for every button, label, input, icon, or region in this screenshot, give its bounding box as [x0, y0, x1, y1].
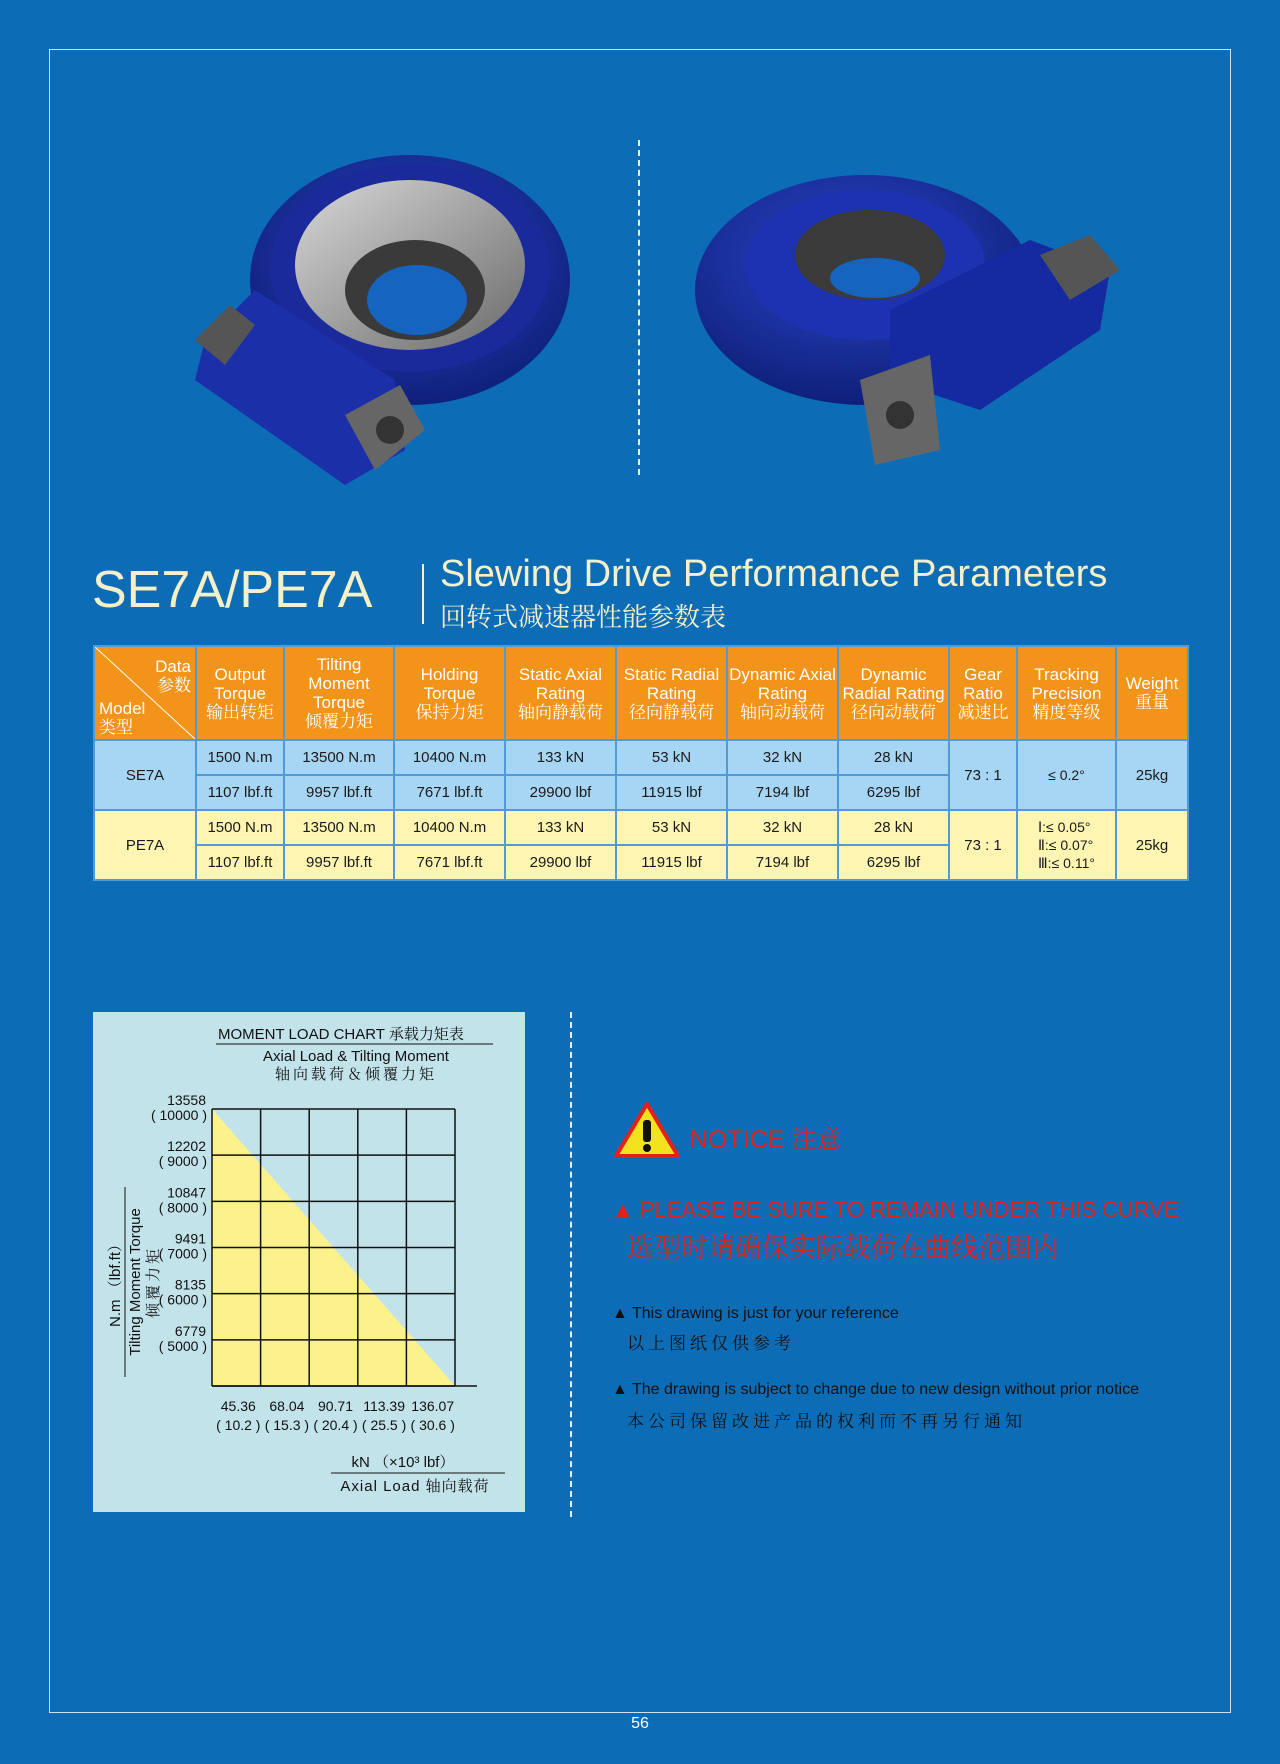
header-holding-torque: Holding Torque 保持力矩	[394, 646, 505, 740]
table-cell: 29900 lbf	[505, 845, 616, 880]
x-tick-label: 136.07	[411, 1398, 455, 1414]
table-cell: 1500 N.m	[196, 810, 284, 845]
y-tick-label-sub: ( 8000 )	[158, 1199, 207, 1216]
header-output-torque: Output Torque 输出转矩	[196, 646, 284, 740]
y-tick-label: 9491	[174, 1230, 206, 1247]
y-tick-label-sub: ( 9000 )	[158, 1153, 207, 1170]
table-cell: 9957 lbf.ft	[284, 845, 394, 880]
header-dynamic-axial: Dynamic Axial Rating 轴向动载荷	[727, 646, 838, 740]
corner-cell	[94, 646, 196, 740]
title-chinese: 回转式减速器性能参数表	[440, 602, 727, 632]
model-cell: PE7A	[94, 810, 196, 880]
header-weight: Weight 重量	[1116, 646, 1188, 740]
header-tilting-moment: Tilting Moment Torque 倾覆力矩	[284, 646, 394, 740]
table-header-row	[94, 646, 1188, 740]
header-static-axial: Static Axial Rating 轴向静载荷	[505, 646, 616, 740]
x-tick-label-sub: ( 15.3 )	[264, 1417, 310, 1433]
x-tick-label: 113.39	[363, 1398, 405, 1414]
notice-title: NOTICE 注意	[690, 1126, 842, 1154]
table-cell: 6295 lbf	[838, 845, 949, 880]
chart-divider	[570, 1012, 572, 1517]
y-tick-label: 12202	[167, 1138, 206, 1155]
y-tick-label: 10847	[167, 1184, 206, 1201]
table-cell: 7671 lbf.ft	[394, 845, 505, 880]
y-tick-label-sub: ( 5000 )	[158, 1337, 207, 1354]
table-cell: 13500 N.m	[284, 810, 394, 845]
y-tick-label-sub: ( 10000 )	[150, 1107, 207, 1123]
table-cell: 133 kN	[505, 810, 616, 845]
table-cell: 53 kN	[616, 810, 727, 845]
weight-cell: 25kg	[1116, 740, 1188, 810]
x-axis-label: Axial Load 轴向载荷	[340, 1478, 490, 1495]
table-cell: 11915 lbf	[616, 845, 727, 880]
x-tick-label: 45.36	[220, 1398, 256, 1414]
gear-ratio-cell: 73 : 1	[949, 740, 1017, 810]
plot-area	[151, 1092, 477, 1433]
y-axis-unit: N.m （lbf.ft）	[107, 1236, 124, 1328]
slewing-drive-image-left	[195, 150, 585, 490]
table-cell: 9957 lbf.ft	[284, 775, 394, 810]
header-gear-ratio: Gear Ratio 减速比	[949, 646, 1017, 740]
y-tick-label-sub: ( 7000 )	[158, 1245, 207, 1262]
y-tick-label: 8135	[174, 1276, 206, 1293]
model-title: SE7A/PE7A	[92, 561, 373, 619]
x-tick-label-sub: ( 25.5 )	[361, 1417, 407, 1433]
x-tick-label: 68.04	[269, 1398, 305, 1414]
table-cell: 1107 lbf.ft	[196, 775, 284, 810]
corner-data-en: Data	[155, 657, 191, 676]
title-english: Slewing Drive Performance Parameters	[440, 553, 1108, 595]
table-cell: 6295 lbf	[838, 775, 949, 810]
x-tick-label: 90.71	[317, 1398, 354, 1414]
gear-ratio-cell: 73 : 1	[949, 810, 1017, 880]
warning-text-en: ▲ PLEASE BE SURE TO REMAIN UNDER THIS CURVE	[612, 1197, 1179, 1222]
page-number: 56	[631, 1715, 649, 1732]
warning-text-cn: 选型时请确保实际载荷在曲线范围内	[627, 1233, 1059, 1263]
note-reference-cn: 以上图纸仅供参考	[627, 1334, 795, 1353]
x-axis-unit: kN （×10³ lbf）	[351, 1454, 455, 1471]
weight-cell: 25kg	[1116, 810, 1188, 880]
table-cell: 10400 N.m	[394, 810, 505, 845]
table-cell: 1500 N.m	[196, 740, 284, 775]
moment-load-chart	[93, 1012, 525, 1512]
table-cell: 29900 lbf	[505, 775, 616, 810]
image-divider	[638, 140, 640, 475]
y-tick-label-sub: ( 6000 )	[158, 1291, 207, 1308]
warning-icon	[612, 1100, 682, 1160]
performance-table	[93, 645, 1189, 881]
note-change-en: ▲ The drawing is subject to change due to new design without prior notice	[612, 1381, 1139, 1398]
precision-cell: Ⅰ:≤ 0.05° Ⅱ:≤ 0.07° Ⅲ:≤ 0.11°	[1017, 810, 1116, 880]
slewing-drive-image-right	[690, 160, 1130, 480]
x-tick-label-sub: ( 20.4 )	[313, 1417, 358, 1433]
y-tick-label: 13558	[167, 1092, 206, 1108]
precision-cell: ≤ 0.2°	[1017, 740, 1116, 810]
table-cell: 28 kN	[838, 740, 949, 775]
title-separator	[422, 564, 424, 624]
y-axis-label: Tilting Moment Torque	[127, 1208, 144, 1356]
table-cell: 7194 lbf	[727, 775, 838, 810]
chart-subtitle: Axial Load & Tilting Moment	[263, 1048, 449, 1065]
table-cell: 11915 lbf	[616, 775, 727, 810]
header-dynamic-radial: Dynamic Radial Rating 径向动载荷	[838, 646, 949, 740]
table-cell: 28 kN	[838, 810, 949, 845]
table-cell: 53 kN	[616, 740, 727, 775]
y-tick-label: 6779	[174, 1322, 206, 1339]
table-cell: 13500 N.m	[284, 740, 394, 775]
table-row-pe7a-metric	[94, 810, 1188, 845]
table-cell: 1107 lbf.ft	[196, 845, 284, 880]
table-cell: 32 kN	[727, 810, 838, 845]
note-change-cn: 本公司保留改进产品的权利而不再另行通知	[627, 1412, 1026, 1431]
y-axis-label-cn: 倾覆力矩	[145, 1245, 162, 1319]
header-tracking-precision: Tracking Precision 精度等级	[1017, 646, 1116, 740]
model-cell: SE7A	[94, 740, 196, 810]
table-cell: 133 kN	[505, 740, 616, 775]
header-static-radial: Static Radial Rating 径向静载荷	[616, 646, 727, 740]
table-row-se7a-metric	[94, 740, 1188, 775]
note-reference-en: ▲ This drawing is just for your reference	[612, 1305, 899, 1322]
table-cell: 32 kN	[727, 740, 838, 775]
table-cell: 7671 lbf.ft	[394, 775, 505, 810]
table-cell: 10400 N.m	[394, 740, 505, 775]
x-tick-label-sub: ( 30.6 )	[410, 1417, 455, 1433]
x-tick-label-sub: ( 10.2 )	[216, 1417, 261, 1433]
chart-title: MOMENT LOAD CHART 承载力矩表	[218, 1026, 464, 1043]
chart-subtitle-cn: 轴向载荷＆倾覆力矩	[274, 1066, 438, 1083]
corner-model-en: Model	[99, 699, 146, 718]
table-cell: 7194 lbf	[727, 845, 838, 880]
corner-model-cn: 类型	[99, 718, 133, 737]
corner-data-cn: 参数	[157, 676, 191, 695]
